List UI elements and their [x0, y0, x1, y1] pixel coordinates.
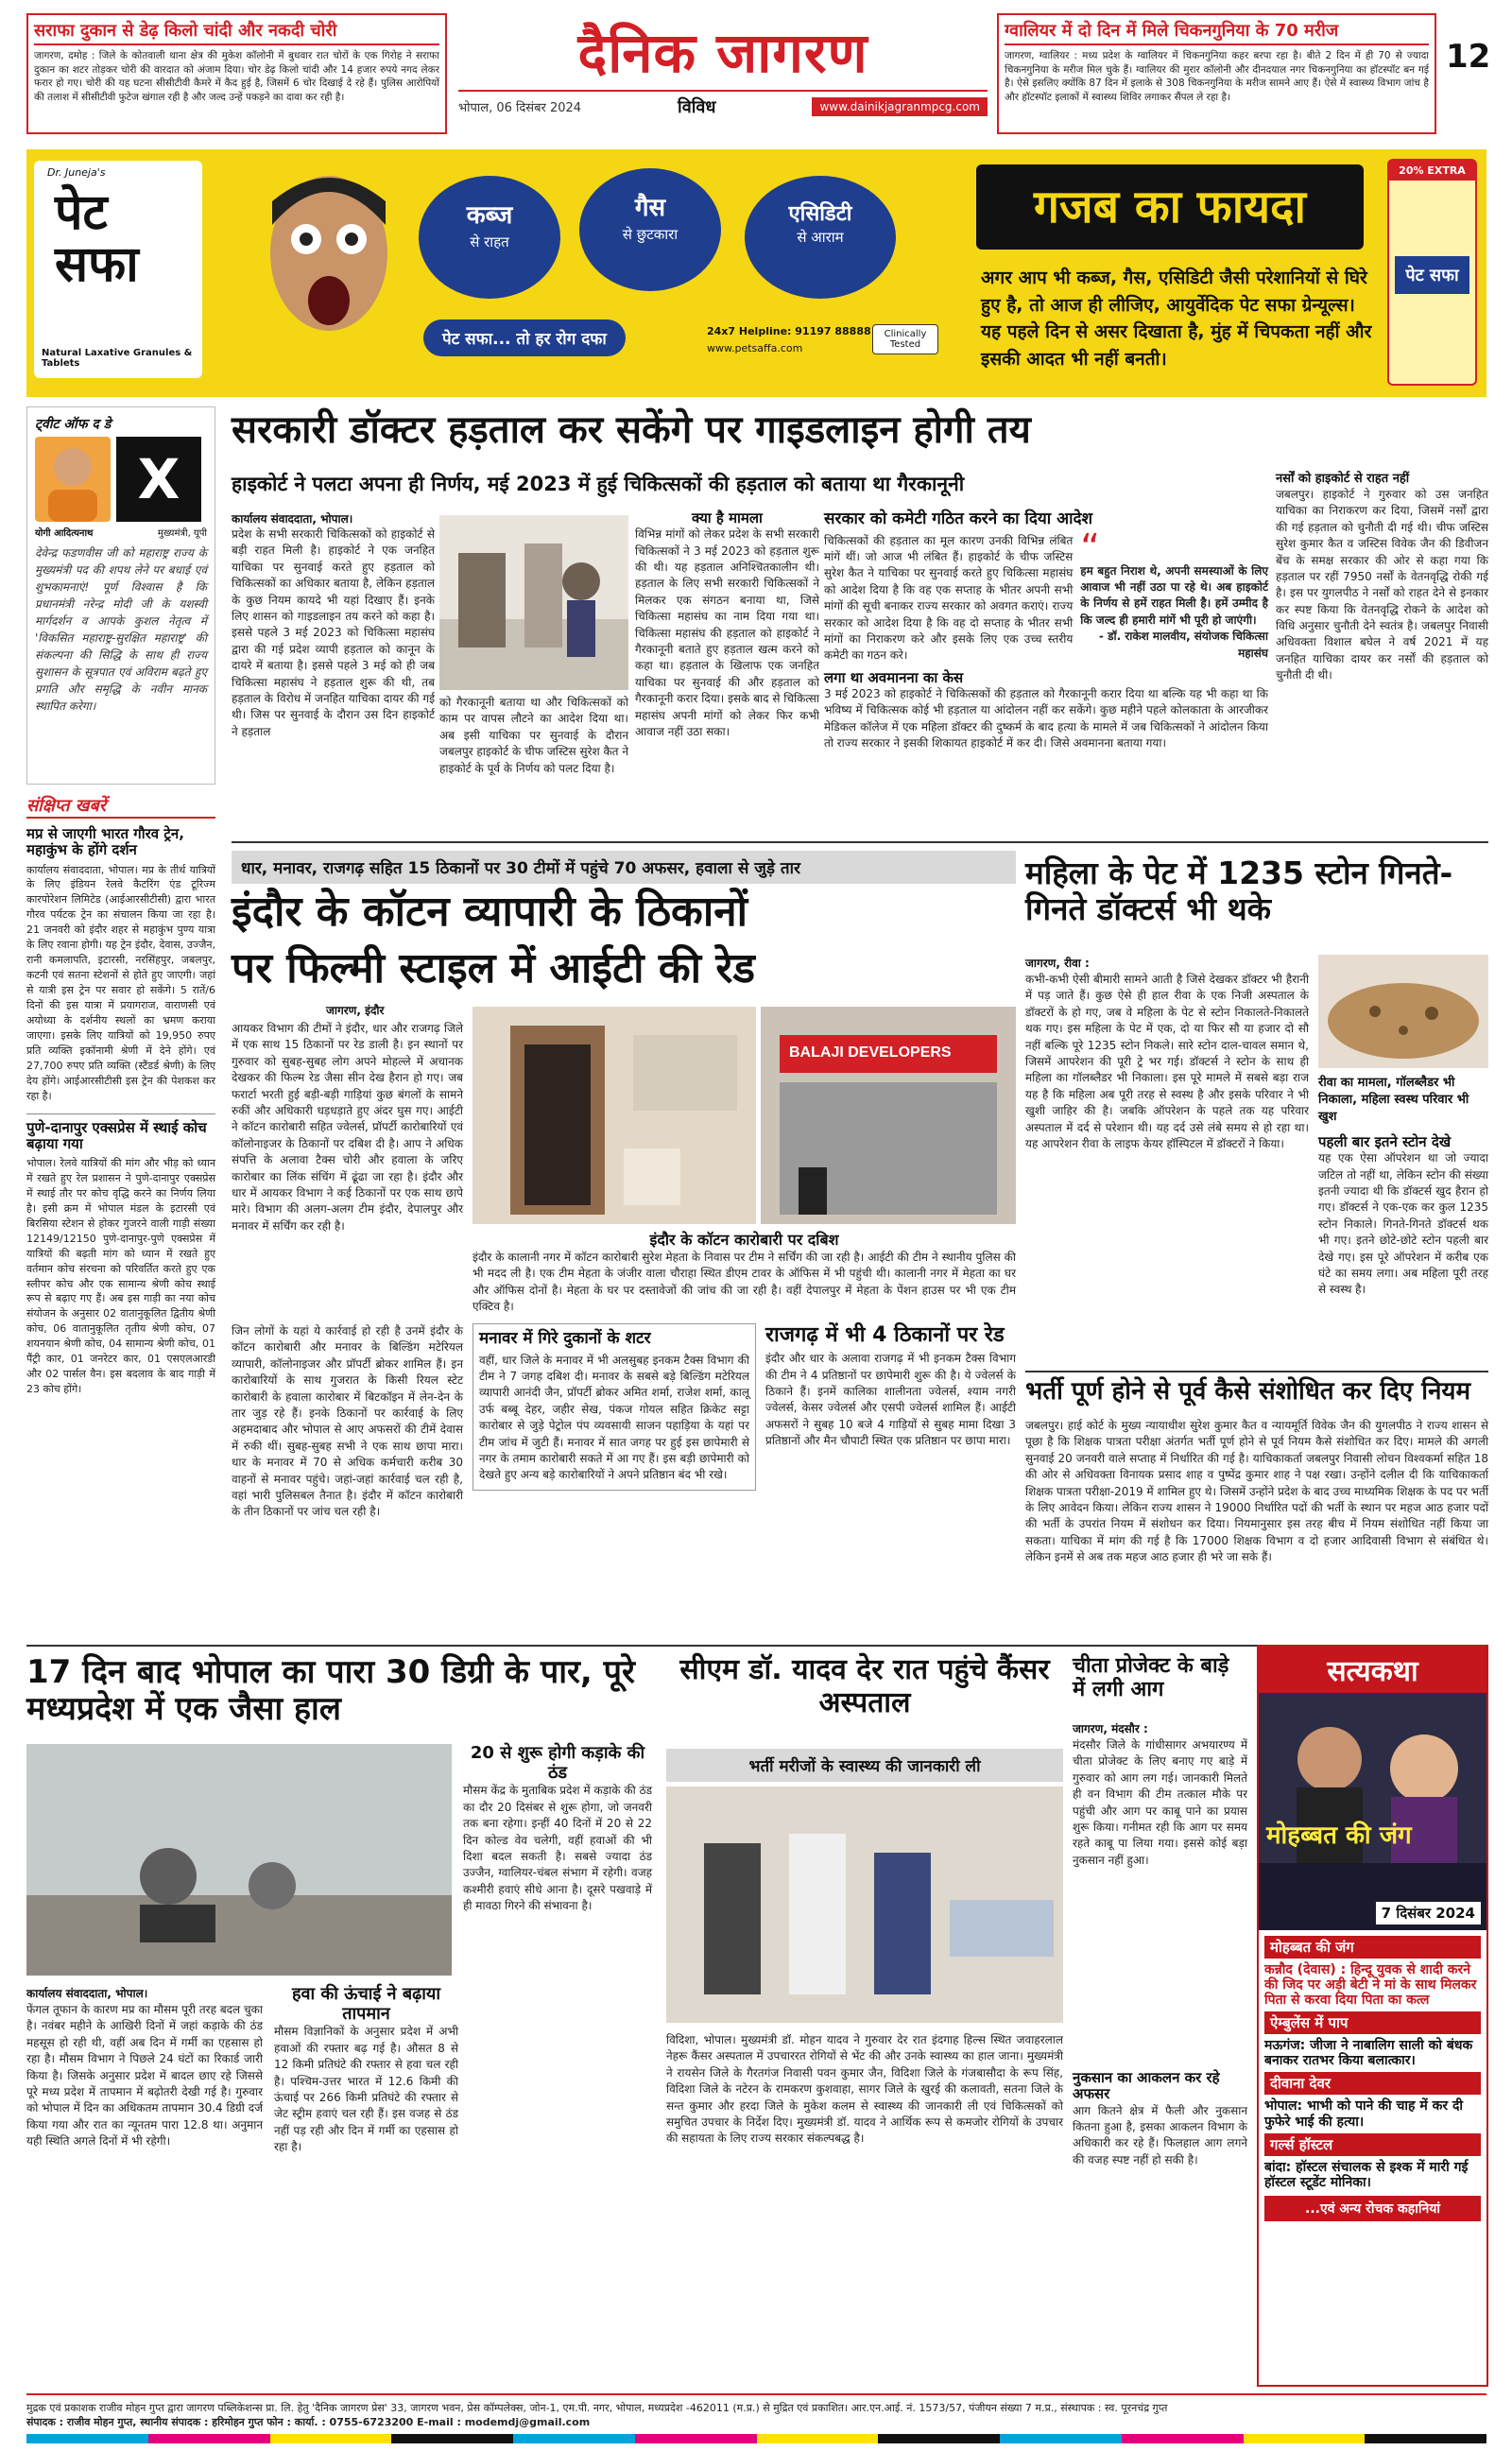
weather-photo	[26, 1744, 452, 1976]
brief-right-title: ग्वालियर में दो दिन में मिले चिकनगुनिया के 70 मरीज	[1005, 19, 1429, 45]
tweet-name: योगी आदित्यनाथ	[35, 528, 94, 539]
weather-box1	[463, 1744, 652, 1915]
ad-brand-sub: Natural Laxative Granules & Tablets	[42, 348, 193, 369]
stone-photo-caption: रीवा का मामला, गॉलब्लैडर भी निकाला, महिला स्वस्थ परिवार भी खुश	[1318, 1076, 1469, 1124]
cm-subhead: भर्ती मरीजों के स्वास्थ्य की जानकारी ली	[666, 1749, 1063, 1782]
indore-photo-shop	[761, 1007, 1016, 1224]
ad-helpline: 24x7 Helpline: 91197 88888	[707, 325, 871, 337]
ad-pack-brand: पेट सफा	[1395, 256, 1469, 294]
lead-box1-text: विभिन्न मांगों को लेकर प्रदेश के सभी सरकारी चिकित्सकों ने 3 मई 2023 को हड़ताल शुरू की थी। यह हड़ताल अनिश्चितकालीन थी। हड़ताल के लिए सभी सरकारी चिकित्सकों ने मिलकर एक संगठन बनाया था, जिसे चिकित्सा महासंघ का नाम दिया गया था। चिकित्सा महासंघ की हड़ताल को हाइकोर्ट ने गैरकानूनी बताते हुए हड़ताल खत्म करने को कहा था। हड़ताल के खिलाफ एक जनहित याचिका पर सुनवाई की और हड़ताल को गैरकानूनी करार दिया। इसके बाद से चिकित्सा महासंघ अपनी मांगों को लेकर फिर कभी आवाज नहीं उठा सका।	[635, 527, 819, 738]
ad-logo	[34, 161, 202, 378]
tweet-box	[26, 406, 215, 785]
lead-body	[232, 510, 435, 832]
fire-headline: चीता प्रोजेक्ट के बाड़े में लगी आग	[1073, 1654, 1229, 1702]
ad-site[interactable]: www.petsaffa.com	[707, 342, 803, 354]
brief-left-body: जागरण, दमोह : जिले के कोतवाली थाना क्षेत्र की मुकेश कॉलोनी में बुधवार रात चोरों के एक गिरोह ने सराफा दुकान का शटर तोड़कर चोरी की वारदात को अंजाम दिया। चोर डेढ़ किलो चांदी और 14 हजार रुपये नगद लेकर फरार हो गए। चोरी की यह घटना सीसीटीवी कैमरे में कैद हुई है, जिसमें 6 चोर दिखाई दे रहे हैं। पुलिस आरोपियों की तलाश में सीसीटीवी फुटेज खंगाल रही है और जल्द उन्हें पकड़ने का दावा कर रही है।	[34, 50, 439, 104]
indore-box2-text: इंदौर और धार के अलावा राजगढ़ में भी इनकम टैक्स विभाग की टीम ने 4 प्रतिष्ठानों पर छापेमारी शुरू की है। ये ज्वेलर्स के ठिकाने हैं। इनमें कालिका शालीनता ज्वेलर्स, श्याम नगरी ज्वेलर्स, केसर ज्वेलर्स और एसपी ज्वेलर्स शामिल हैं। आईटी अफसरों ने सुबह 10 बजे 4 गाड़ियों से सुबह मामा दिखा 3 प्रतिष्ठानों और मैन चौपाटी स्थित एक प्रतिष्ठान पर छापा मारा।	[765, 1352, 1016, 1448]
satyakatha-more: ...एवं अन्य रोचक कहानियां	[1264, 2196, 1481, 2221]
ad-bubble3-label: एसिडिटी	[788, 202, 852, 226]
indore-byline: जागरण, इंदौर	[326, 1004, 385, 1017]
ad-maker: Dr. Juneja's	[47, 166, 106, 179]
brief-left-title: सराफा दुकान से डेढ़ किलो चांदी और नकदी चोरी	[34, 19, 439, 45]
ad-tagline: पेट सफा... तो हर रोग दफा	[423, 319, 626, 356]
ad-headline: गजब का फायदा	[976, 164, 1364, 250]
satyakatha-s3-text: भोपाल: भाभी को पाने की चाह में कर दी फुफेरे भाई की हत्या।	[1264, 2098, 1464, 2130]
masthead-date: भोपाल, 06 दिसंबर 2024	[458, 101, 582, 115]
ad-bubble-acidity	[745, 176, 896, 299]
brief-left	[26, 13, 447, 134]
fire-sub-title: नुकसान का आकलन कर रहे अफसर	[1073, 2069, 1220, 2103]
stone-sub-title: पहली बार इतने स्टोन देखे	[1318, 1133, 1452, 1150]
weather-byline: कार्यालय संवाददाता, भोपाल।	[26, 1987, 148, 2000]
lead-box2-title: सरकार को कमेटी गठित करने का दिया आदेश	[824, 509, 1093, 528]
imprint-line1: मुद्रक एवं प्रकाशक राजीव मोहन गुप्त द्वारा जागरण पब्लिकेशन्स प्रा. लि. हेतु 'दैनिक जागरण प्रेस' 33, जागरण भवन, प्रेस कॉम्पलेक्स, जोन-1, एम.पी. नगर, भोपाल, मध्यप्रदेश -462011 (म.प्र.) से मुद्रित एवं प्रकाशित। आर.एन.आई. नं. 1573/57, पंजीयन संख्या 7 म.प्र., संस्थापक : स्व. पूरनचंद्र गुप्त	[26, 2402, 1168, 2414]
lead-quote-by: - डॉ. राकेश मालवीय, संयोजक चिकित्सा महासंघ	[1098, 630, 1268, 660]
satyakatha-s4-text: बांदा: हॉस्टल संचालक से इश्क में मारी गई हॉस्टल स्टूडेंट मोनिका।	[1264, 2159, 1469, 2190]
weather-box2-title: हवा की ऊंचाई ने बढ़ाया तापमान	[291, 1984, 440, 2024]
satyakatha-ad[interactable]	[1257, 1645, 1488, 2387]
indore-box1-text: वहीं, धार जिले के मनावर में भी अलसुबह इनकम टैक्स विभाग की टीम ने 7 जगह दबिश दी। मनावर के सबसे बड़े बिल्डिंग मटेरियल व्यापारी आनंदी जैन, प्रॉपर्टी ब्रोकर अमित शर्मा, राजेश शर्मा, कालू उर्फ बब्बू देहर, जहीर सेख, पंकज गोयल सहित क्रिकेट सट्टा कारोबार से जुड़े पेट्रोल पंप व्यवसायी साजन पहाड़िया के यहां पर टीम जांच में जुटी हैं। मनावर में सात जगह पर हुई इस छापेमारी से नगर के तमाम कारोबारी सकते में आ गए हैं। इस बड़ी छापेमारी को देखते हुए अन्य बड़े कारोबारियों ने अपने प्रतिष्ठान बंद भी रखे।	[479, 1353, 749, 1482]
avatar	[35, 437, 111, 522]
masthead	[458, 13, 988, 134]
satyakatha-s2-text: मऊगंज: जीजा ने नाबालिग साली को बंधक बनाकर रातभर किया बलात्कार।	[1264, 2038, 1473, 2069]
weather-text: फेंगल तूफान के कारण मप्र का मौसम पूरी तरह बदल चुका है। नवंबर महीने के आखिरी दिनों में जहां कड़ाके की ठंड महसूस हो रही थी, वहीं अब दिन में गर्मी का एहसास हो रहा है। मौसम विभाग ने पिछले 24 घंटों का रिकार्ड जारी किया है। जिसके अनुसार प्रदेश में बादल छाए रहे जिससे पूरे मध्य प्रदेश में तापमान में बढ़ोतरी देखी गई है। गुरुवार को भोपाल में दिन का अधिकतम तापमान 30.4 डिग्री दर्ज किया गया और रात का न्यूनतम पारा 12.8 था। अनुमान यही स्थिति अगले दिनों में भी रहेगी।	[26, 2003, 263, 2149]
lead-byline: कार्यालय संवाददाता, भोपाल।	[232, 512, 353, 526]
brief-right-body: जागरण, ग्वालियर : मध्य प्रदेश के ग्वालियर में चिकनगुनिया कहर बरपा रहा है। बीते 2 दिन में ही 70 से ज्यादा चिकनगुनिया के मरीज मिल चुके हैं। ग्वालियर की मुरार कॉलोनी और दीनदयाल नगर चिकनगुनिया का हॉटस्पॉट बन गई है। ऐसे इसलिए क्योंकि 87 दिन में इलाके से 308 चिकनगुनिया के मरीज सामने आए हैं। ऐसे में स्वास्थ्य विभाग जांच है और हॉटस्पॉट इलाकों में स्वास्थ्य शिविर लगाकर सैंपल ले रहा है।	[1005, 50, 1429, 104]
brief2-title: पुणे-दानापुर एक्सप्रेस में स्थाई कोच बढ़ाया गया	[26, 1113, 215, 1153]
satyakatha-s3-title: दीवाना देवर	[1264, 2072, 1481, 2095]
indore-box1-title: मनावर में गिरे दुकानों के शटर	[479, 1329, 651, 1348]
ad-bubble2-sub: से छुटकारा	[622, 225, 679, 243]
lead-col2: को गैरकानूनी बताया था और चिकित्सकों को काम पर वापस लौटने का आदेश दिया था। अब इसी याचिका पर सुनवाई के दौरान जबलपुर हाइकोर्ट के चीफ जस्टिस सुरेश कैत ने हाइकोर्ट के पूर्व के निर्णय को पलट दिया है।	[439, 696, 628, 775]
brief1-title: मप्र से जाएगी भारत गौरव ट्रेन, महाकुंभ के होंगे दर्शन	[26, 825, 184, 859]
lead-subhead: हाइकोर्ट ने पलटा अपना ही निर्णय, मई 2023 में हुई चिकित्सकों की हड़ताल को बताया था गैरकानूनी	[232, 473, 965, 495]
lead-box1	[635, 510, 819, 740]
page-number: 12	[1446, 38, 1491, 76]
indore-photo-house	[472, 1007, 756, 1224]
lead-side-title: नर्सों को हाइकोर्ट से राहत नहीं	[1276, 472, 1410, 486]
brief1-text: कार्यालय संवाददाता, भोपाल। मप्र के तीर्थ यात्रियों के लिए इंडियन रेलवे कैटरिंग एंड टूरिज्म कारपोरेशन लिमिटेड (आईआरसीटीसी) द्वारा भारत गौरव पर्यटक ट्रेन का संचालन किया जा रहा है। 21 जनवरी को इंदौर शहर से महाकुंभ पुण्य यात्रा के लिए रवाना होगी। यह ट्रेन इंदौर, देवास, उज्जैन, रानी कमलापति, इटारसी, नरसिंहपुर, जबलपुर, कटनी एवं सतना स्टेशनों से होते हुए जाएगी। जहां से यात्री इस ट्रेन पर सवार हो सकेंगे। 5 रातें/6 दिनों की इस यात्रा में प्रयागराज, वाराणसी एवं अयोध्या के दर्शनीय स्थलों का भ्रमण कराया जाएगा। इसके लिए यात्रियों को 19,950 रुपए प्रति व्यक्ति इकॉनामी श्रेणी में देने होंगे। एवं 27,700 रुपए प्रति व्यक्ति (स्टैंडर्ड श्रेणी) के लिए देय होंगे। आईआरसीटीसी इस ट्रेन की पेशकश कर रहा है।	[26, 863, 215, 1102]
stone-headline: महिला के पेट में 1235 स्टोन गिनते-गिनते डॉक्टर्स भी थके	[1025, 854, 1453, 927]
briefs-section	[26, 794, 215, 1635]
satyakatha-cover-title: मोहब्बत की जंग	[1266, 1821, 1412, 1850]
masthead-section: विविध	[678, 97, 716, 117]
ad-bubble3-sub: से आराम	[797, 229, 844, 247]
ad-brand: पेट सफा	[55, 184, 139, 293]
lead-box1-title: क्या है मामला	[692, 509, 763, 526]
ad-pack-badge: 20% EXTRA	[1389, 161, 1475, 181]
ad-bubble2-label: गैस	[634, 194, 666, 222]
stone-byline: जागरण, रीवा :	[1025, 957, 1090, 970]
stone-sub	[1318, 1134, 1488, 1299]
indore-col1: आयकर विभाग की टीमों ने इंदौर, धार और राजगढ़ जिले में एक साथ 15 ठिकानों पर रेड डाली है। इन स्थानों पर गुरुवार को सुबह-सुबह लोग अपने मोहल्ले में अचानक देखकर की फिल्म रेड जैसा सीन देख हैरान हो गए। जब फरार्टा भरती हुई बड़ी-बड़ी गाड़ियां कुछ बंगलों के सामने रुकीं और अधिकारी धड़धड़ाते हुए अंदर घुस गए। आईटी ने कॉटन कारोबारी सहित ज्वेलर्स, प्रॉपर्टी कारोबारियों एवं कॉलोनाइजर के ठिकानों पर दबिश दी है। आप ने अधिक संपत्ति के अलावा टैक्स चोरी और हवाला के जरिए कारोबार का लिंक संचिंग में ढूंढा जा रहा है। इंदौर और धार में आयकर विभाग ने कई ठिकानों पर एक साथ छापे मारे। विभाग की अलग-अलग टीम इंदौर, देपालपुर और मनावर में सर्चिंग कर रही है।	[232, 1022, 463, 1233]
shop-sign-text: BALAJI DEVELOPERS	[789, 1044, 952, 1061]
imprint-line2: संपादक : राजीव मोहन गुप्त, स्थानीय संपादक : हरिमोहन गुप्त फोन : कार्या. : 0755-6723200 E-mail : modemdj@gmail.com	[26, 2416, 591, 2428]
weather-box2-text: मौसम विज्ञानिकों के अनुसार प्रदेश में अभी हवाओं की रफ्तार बढ़ गई है। औसत 8 से 12 किमी प्रतिघंटे की रफ्तार से हवा चल रही है। पश्चिम-उत्तर भारत में 12.6 किमी की ऊंचाई पर 266 किमी प्रतिघंटे की रफ्तार से जेट स्ट्रीम हवाएं चल रही हैं। इस वजह से ठंड नहीं पड़ रही और दिन में गर्मी का एहसास हो रहा है।	[274, 2025, 458, 2154]
fire-sub	[1073, 2070, 1247, 2168]
indore-col2-text: जिन लोगों के यहां ये कार्रवाई हो रही है उनमें इंदौर के कॉटन कारोबारी और मनावर के बिल्डिंग मटेरियल व्यापारी, कॉलोनाइजर और प्रॉपर्टी ब्रोकर शामिल हैं। इन कारोबारियों के साथ गुजरात के किसी रियल स्टेट कारोबारी के हवाला कारोबार में बिटकॉइन में लेन-देन के तार जुड़ रहे हैं। इनके ठिकानों पर कार्रवाई के लिए अहमदाबाद और भोपाल से आए अफसरों की टीमें देवास में रुकी थीं। सुबह-सुबह सभी ने एक साथ छापा मारा। धार के मनावर में 70 से अधिक कर्मचारी करीब 30 वाहनों से मनावर पहुंचे। जहां-जहां कार्रवाई चल रही है, वहां भारी पुलिसबल तैनात है। इंदौर में कॉटन कारोबारी के तीन ठिकानों पर जांच चल रही है।	[232, 1324, 463, 1519]
brief-right	[997, 13, 1436, 134]
quote-icon: “	[1080, 526, 1101, 570]
indore-headline1: इंदौर के कॉटन व्यापारी के ठिकानों	[232, 888, 748, 936]
ad-face-image	[253, 159, 404, 348]
satyakatha-title: सत्यकथा	[1259, 1647, 1486, 1693]
stone-text: कभी-कभी ऐसी बीमारी सामने आती है जिसे देखकर डॉक्टर भी हैरानी में पड़ जाते हैं। कुछ ऐसे ही हाल रीवा के एक निजी अस्पताल के डॉक्टरों के हो गए, जब वे महिला के पेट से स्टोन निकालते-निकालते थक गए। इस महिला के पेट में एक, दो या फिर सौ या हजार दो सौ नहीं बल्कि पूरे 1235 स्टोन निकले। सारे स्टोन दाल-चावल समान थे, जिसमें आपरेशन की पूरी ट्रे भर गई। डॉक्टर्स ने स्टोन के साथ ही महिला का गॉलब्लैडर भी निकाला। इस पूरे मामले में सबसे बड़ा राज यह है कि महिला अब पूरी तरह से स्वस्थ है और इसके परिवार ने भी खुशी जाहिर की है। जबकि ऑपरेशन के पहले तक यह परिवार अस्पताल में दर्द से परेशान थी। यह दर्द उसे लंबे समय से हो रहा था। यह आपरेशन रीवा के लाइफ केयर हॉस्पिटल में डॉक्टरों ने किया।	[1025, 973, 1309, 1150]
lead-divider	[232, 841, 1488, 843]
lead-side	[1276, 473, 1488, 684]
fire-byline: जागरण, मंदसौर :	[1073, 1722, 1148, 1735]
indore-box2	[765, 1323, 1016, 1450]
satyakatha-cover	[1259, 1647, 1486, 1930]
weather-headline: 17 दिन बाद भोपाल का पारा 30 डिग्री के पार, पूरे मध्यप्रदेश में एक जैसा हाल	[26, 1653, 635, 1729]
satyakatha-s1-text: कन्नौद (देवास) : हिन्दू युवक से शादी करने की जिद पर अड़ी बेटी ने मां के साथ मिलकर पिता से करवा दिया पिता का कत्ल	[1264, 1962, 1477, 2009]
indore-box2-title: राजगढ़ में भी 4 ठिकानों पर रेड	[765, 1323, 1005, 1347]
ad-bubble-gas	[579, 168, 721, 291]
weather-box1-text: मौसम केंद्र के मुताबिक प्रदेश में कड़ाके की ठंड का दौर 20 दिसंबर से शुरू होगा, जो जनवरी तक बना रहेगा। इन्हीं 40 दिनों में 20 से 22 दिन कोल्ड वेव चलेगी, वहीं हवाओं की भी दिशा बदल सकती है। सबसे ज्यादा ठंड उज्जैन, ग्वालियर-चंबल संभाग में रहेगी। वजह कश्मीरी हवाएं सीधे आना है। दूसरे पखवाड़े में ही मावठा गिरने की संभावना है।	[463, 1784, 652, 1913]
lead-side-text: जबलपुर। हाइकोर्ट ने गुरुवार को उस जनहित याचिका का निराकरण कर दिया, जिसमें नर्सों द्वारा की गई हड़ताल को चुनौती दी गई थी। चीफ जस्टिस सुरेश कुमार कैत व जस्टिस विवेक जैन की डिवीजन बेंच के समक्ष सरकार की ओर से कहा गया कि हड़ताल पर रहीं 7950 नर्सों के वेतनवृद्धि रोकी गई है। इस पर युगलपीठ ने नर्सों को राहत देने से इनकार कर स्पष्ट किया कि वेतनवृद्धि रोकने के आदेश को विधि अनुसार चुनौती देने स्वतंत्र है। जबलपुर निवासी अधिवक्ता विशाल बघेल ने वर्ष 2021 में यह जनहित याचिका दायर कर नर्सों की हड़ताल को चुनौती दी थी।	[1276, 487, 1488, 682]
indore-box1	[472, 1323, 756, 1491]
ad-bubble-constipation	[419, 176, 560, 299]
cm-photo	[666, 1786, 1063, 2023]
stone-photo	[1318, 955, 1488, 1068]
ad-bubble1-label: कब्ज	[466, 201, 513, 230]
ad-banner[interactable]	[26, 149, 1486, 397]
indore-photo-caption: इंदौर के कॉटन कारोबारी पर दबिश	[649, 1231, 839, 1249]
tweet-role: मुख्यमंत्री, यूपी	[157, 528, 207, 539]
cm-text: विदिशा, भोपाल। मुख्यमंत्री डॉ. मोहन यादव ने गुरुवार देर रात इंदगाह हिल्स स्थित जवाहरलाल नेहरू कैंसर अस्पताल में उपचाररत रोगियों से भेंट की और उनके स्वास्थ्य का हाल जाना। मुख्यमंत्री ने रायसेन जिले के गैरतगंज निवासी पवन कुमार जैन, विदिशा जिले के गंजबासौदा के रूप सिंह, विदिशा जिले के नटेरन के रामकरण कुशवाहा, सागर जिले के खुरई की कलावती, सतना जिले के सन्त कुमार और हरदा जिले के मुकेश कलम से स्वास्थ्य की जानकारी ली एवं चिकित्सकों को समुचित उपचार के निर्देश दिए। मुख्यमंत्री डॉ. यादव ने आर्थिक रूप से कमजोर रोगियों के उपचार की सहायता के लिए राज्य सरकार संकल्पबद्ध है।	[666, 2033, 1063, 2146]
fire-text: मंदसौर जिले के गांधीसागर अभयारण्य में चीता प्रोजेक्ट के लिए बनाए गए बाड़े में गुरुवार को आग लग गई। जानकारी मिलते ही वन विभाग की टीम तत्काल मौके पर पहुंची और आग पर काबू पाने का प्रयास शुरू किया। गनीमत रही कि आग पर समय रहते काबू पा लिया गया। इससे कोई बड़ा नुकसान नहीं हुआ।	[1073, 1738, 1247, 1867]
weather-box2	[274, 1985, 458, 2156]
lead-headline: सरकारी डॉक्टर हड़ताल कर सकेंगे पर गाइडलाइन होगी तय	[232, 408, 1031, 452]
lead-box2	[824, 510, 1268, 751]
satyakatha-s1-title: मोहब्बत की जंग	[1264, 1936, 1481, 1959]
ad-text: अगर आप भी कब्ज, गैस, एसिडिटी जैसी परेशानियों से घिरे हुए है, तो आज ही लीजिए, आयुर्वेदिक पेट सफा ग्रेन्यूल्स। यह पहले दिन से असर दिखाता है, मुंह में चिपकता नहीं और इसकी आदत भी नहीं बनती।	[981, 268, 1372, 370]
masthead-website[interactable]: www.dainikjagranmpcg.com	[812, 97, 988, 116]
indore-photo-text: इंदौर के कालानी नगर में कॉटन कारोबारी सुरेश मेहता के निवास पर टीम ने सर्चिंग की जा रही है। आईटी की टीम ने स्थानीय पुलिस की भी मदद ली है। एक टीम मेहता के जंजीर वाला चौराहा स्थित डीएम टावर के ऑफिस में भी पहुंची थी। कालानी नगर में मेहता का घर और ऑफिस दोनों है। मेहता के घर पर दस्तावेजों की जांच की जा रही है। वहीं देपालपुर में मेहता के पेंशन हाउस पर भी एक टीम एक्टिव है।	[472, 1251, 1016, 1314]
indore-headline2: पर फिल्मी स्टाइल में आईटी की रेड	[232, 944, 755, 992]
briefs-section-title: संक्षिप्त खबरें	[26, 794, 215, 819]
lead-box2-text: चिकित्सकों की हड़ताल का मूल कारण उनकी विभिन्न लंबित मांगें थीं। जो आज भी लंबित हैं। हाइकोर्ट के चीफ जस्टिस सुरेश कैत ने याचिका पर सुनवाई करते हुए चिकित्सा महासंघ को आदेश दिया है कि वह एक सप्ताह के भीतर अपनी सभी मांगों की सूची बनाकर राज्य सरकार को अवगत कराएं। राज्य सरकार को आदेश दिया है कि वह दो सप्ताह के भीतर सभी मांगों का निराकरण करे और इसके लिए एक उच्च स्तरीय कमेटी का गठन करे।	[824, 533, 1074, 663]
x-logo-icon: X	[116, 437, 201, 522]
stone-divider	[1025, 1371, 1488, 1372]
lead-quote: हम बहुत निराश थे, अपनी समस्याओं के लिए आवाज भी नहीं उठा पा रहे थे। अब हाइकोर्ट के निर्णय से हमें राहत मिली है। हमें उम्मीद है कि जल्द ही हमारी मांगें भी पूरी हो जाएंगी।	[1080, 563, 1268, 627]
brief2-text: भोपाल। रेलवे यात्रियों की मांग और भीड़ को ध्यान में रखते हुए रेल प्रशासन ने पुणे-दानापुर एक्सप्रेस में स्थाई तौर पर कोच वृद्धि करने का निर्णय लिया है। इसी क्रम में भोपाल मंडल के इटारसी एवं बिरसिया स्टेशन से होकर गुजरने वाली गाड़ी संख्या 12149/12150 पुणे-दानापुर-पुणे एक्सप्रेस में यात्रियों की बढ़ती मांग को ध्यान में रखते हुए वर्तमान कोच संरचना को परिवर्तित करते हुए एक स्लीपर कोच और एक सामान्य श्रेणी कोच स्थाई रूप से बढ़ाए गए हैं। अब इस गाड़ी का नया कोच संयोजन के अनुसार 02 वातानुकूलित द्वितीय श्रेणी कोच, 06 वातानुकूलित तृतीय श्रेणी कोच, 07 शयनयान श्रेणी कोच, 04 सामान्य श्रेणी कोच, 01 पैंट्री कार, 01 जनरेटर कार, 01 एसएलआरडी और 02 पार्सल वैन। इस बदलाव के बाद गाड़ी में 23 कोच होंगे।	[26, 1157, 215, 1396]
weather-box1-title: 20 से शुरू होगी कड़ाके की ठंड	[470, 1743, 645, 1783]
tweet-title: ट्वीट ऑफ द डे	[35, 417, 112, 432]
fire-sub-text: आग कितने क्षेत्र में फैली और नुकसान कितना हुआ है, इसका आकलन विभाग के अधिकारी कर रहे हैं। फिलहाल आग लगने की वजह स्पष्ट नहीं हो सकी है।	[1073, 2103, 1247, 2166]
tweet-text: देवेन्द्र फडणवीस जी को महाराष्ट्र राज्य के मुख्यमंत्री पद की शपथ लेने पर बधाई एवं शुभकामनाएं! पूर्ण विश्वास है कि प्रधानमंत्री नरेन्द्र मोदी जी के यशस्वी मार्गदर्शन व आपके कुशल नेतृत्व में 'विकसित महाराष्ट्र-सुरक्षित महाराष्ट्र' की संकल्पना की सिद्धि के साथ ही राज्य सुशासन के सूत्रपात एवं अविराम बढ़ते हुए प्रगति और समृद्धि के नवीन मानक स्थापित करेगा।	[35, 546, 207, 713]
imprint-footer	[26, 2393, 1486, 2429]
lead-photo	[439, 515, 628, 690]
satyakatha-date: 7 दिसंबर 2024	[1376, 1902, 1481, 1925]
lead-col1: प्रदेश के सभी सरकारी चिकित्सकों को हाइकोर्ट से बड़ी राहत मिली है। हाइकोर्ट ने एक जनहित याचिका पर सुनवाई करते हुए हड़ताल को चिकित्सकों का अधिकार बताया है, लेकिन हड़ताल के कुछ नियम कायदे भी यहां दिखाए हैं। इनके लिए शासन को गाइडलाइन तय करने को कहा है। इससे पहले 3 मई 2023 को चिकित्सा महासंघ द्वारा की गई प्रदेश व्यापी हड़ताल को कानून के दायरे में बताया है। इससे पहले 3 मई को ही जब चिकित्सा महासंघ ने हड़ताल शुरू की थी, तब हड़ताल के विरोध में जनहित याचिका दायर की गई थी। जिस पर सुनवाई के दौरान उस दिन हाइकोर्ट ने हड़ताल	[232, 527, 435, 738]
lead-box3-text: 3 मई 2023 को हाइकोर्ट ने चिकित्सकों की हड़ताल को गैरकानूनी करार दिया था बल्कि यह भी कहा था कि भविष्य में चिकित्सक कोई भी हड़ताल या आंदोलन नहीं कर सकेंगे। कुछ महीने पहले कोलकाता के आरजीकर मेडिकल कॉलेज में एक महिला डॉक्टर की दुष्कर्म के बाद हत्या के मामले में जब चिकित्सकों ने आंदोलन किया तो राज्य सरकार ने इसकी शिकायत हाइकोर्ट में कर दी। जिसे अवमानना बताया गया।	[824, 686, 1268, 751]
print-color-bar	[26, 2434, 1486, 2443]
cm-headline: सीएम डॉ. यादव देर रात पहुंचे कैंसर अस्पताल	[679, 1653, 1050, 1719]
lead-box3-title: लगा था अवमानना का केस	[824, 668, 964, 686]
indore-strap: धार, मनावर, राजगढ़ सहित 15 ठिकानों पर 30 टीमों में पहुंचे 70 अफसर, हवाला से जुड़े तार	[232, 851, 1016, 884]
satyakatha-s4-title: गर्ल्स हॉस्टल	[1264, 2133, 1481, 2156]
niyam-text: जबलपुर। हाई कोर्ट के मुख्य न्यायाधीश सुरेश कुमार कैत व न्यायमूर्ति विवेक जैन की युगलपीठ ने राज्य शासन से पूछा है कि शिक्षक पात्रता परीक्षा अंतर्गत भर्ती पूर्ण होने से पूर्व नियम कैसे संशोधित कर दिए। मामले की अगली सुनवाई 20 जनवरी वाले सप्ताह में निर्धारित की गई है। याचिकाकर्ता जबलपुर निवासी लोचन विश्वकर्मा सहित 18 की ओर से अधिवक्ता विनायक प्रसाद शाह व पुष्पेंद्र कुमार शाह ने पक्ष रखा। उन्होंने दलील दी कि याचिकाकर्ता शिक्षक पात्रता परीक्षा-2019 में शामिल हुए थे। जिसमें उन्होंने प्रदेश के बाद उच्च माध्यमिक शिक्षक के पद पर भर्ती के लिए आवेदन किया। लेकिन राज्य शासन ने 19000 निर्धारित पदों की भर्ती के स्थान पर महज आठ हजार पदों की भर्ती के उपरांत नियम में संशोधन कर दिया। नियमानुसार इस तरह बीच में नियम संशोधित नहीं किया जा सकता। याचिका में मांग की गई है कि 17000 शिक्षक विभाग व दो हजार आदिवासी विभाग से संबंधित थे। लेकिन इनमें से अब तक महज आठ हजार ही भरे जा सके हैं।	[1025, 1419, 1488, 1564]
satyakatha-s2-title: ऐम्बुलेंस में पाप	[1264, 2011, 1481, 2034]
stone-sub-text: यह एक ऐसा ऑपरेशन था जो ज्यादा जटिल तो नहीं था, लेकिन स्टोन की संख्या इतनी ज्यादा थी कि डॉक्टर्स खुद हैरान हो गए। डॉक्टर्स ने एक-एक कर कुल 1235 स्टोन निकाले। गिनते-गिनते डॉक्टर्स थक भी गए। इतने छोटे-छोटे स्टोन पहली बार देखे गए। इस पूरे ऑपरेशन में करीब एक घंटे का समय लगा। अब महिला पूरी तरह से स्वस्थ है।	[1318, 1151, 1488, 1297]
ad-tested-badge: Clinically Tested	[872, 324, 938, 354]
ad-pack-image	[1387, 159, 1477, 386]
niyam-headline: भर्ती पूर्ण होने से पूर्व कैसे संशोधित कर दिए नियम	[1025, 1377, 1471, 1406]
masthead-logo: दैनिक जागरण	[577, 21, 868, 85]
ad-bubble1-sub: से राहत	[470, 233, 509, 250]
